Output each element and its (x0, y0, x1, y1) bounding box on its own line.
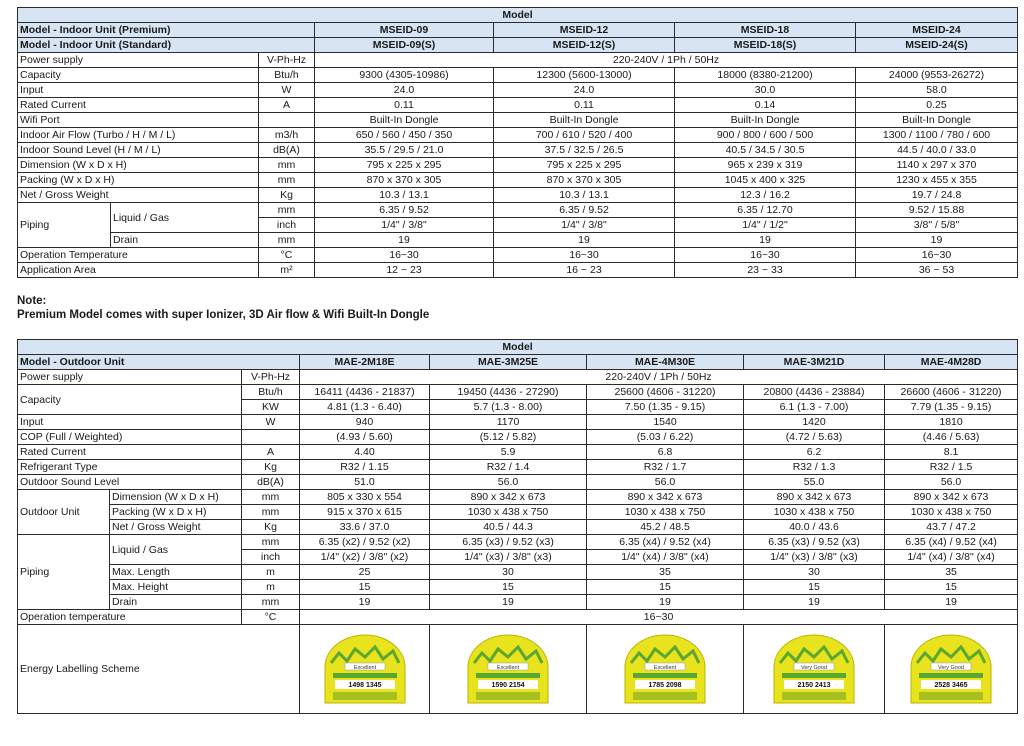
energy-label-cell (300, 625, 430, 714)
value: 15 (300, 580, 430, 595)
green-band (333, 673, 397, 678)
outdoor-unit-label: Outdoor Unit (18, 490, 110, 535)
value: 915 x 370 x 615 (300, 505, 430, 520)
unit (259, 113, 315, 128)
power-row (18, 53, 1018, 68)
value: 19 (300, 595, 430, 610)
unit: V-Ph-Hz (242, 370, 300, 385)
rating-text: Very Good (938, 665, 965, 671)
model-name: MSEID-09 (315, 23, 494, 38)
value: 1170 (430, 415, 587, 430)
value: 795 x 225 x 295 (315, 158, 494, 173)
value: 15 (587, 580, 744, 595)
value: 12.3 / 16.2 (675, 188, 856, 203)
table-row (18, 158, 1018, 173)
value: 16~30 (300, 610, 1018, 625)
unit: dB(A) (242, 475, 300, 490)
row-label: Drain (111, 233, 259, 248)
value: 0.14 (675, 98, 856, 113)
value: 6.35 (x4) / 9.52 (x4) (885, 535, 1018, 550)
table-row (18, 445, 1018, 460)
value: 19.7 / 24.8 (856, 188, 1018, 203)
row-label: Max. Length (110, 565, 242, 580)
value: 45.2 / 48.5 (587, 520, 744, 535)
value: 9.52 / 15.88 (856, 203, 1018, 218)
value: (5.03 / 6.22) (587, 430, 744, 445)
piping-mm-row (18, 535, 1018, 550)
drain-row (18, 233, 1018, 248)
value: 7.50 (1.35 - 9.15) (587, 400, 744, 415)
bottom-band (333, 692, 397, 700)
value: 19 (587, 595, 744, 610)
energy-label (766, 633, 862, 705)
value: 220-240V / 1Ph / 50Hz (300, 370, 1018, 385)
premium-label: Model - Indoor Unit (Premium) (18, 23, 315, 38)
value: R32 / 1.3 (744, 460, 885, 475)
value: Built-In Dongle (494, 113, 675, 128)
energy-label (317, 633, 413, 705)
value: 5.7 (1.3 - 8.00) (430, 400, 587, 415)
energy-label-icon (460, 633, 556, 705)
rating-text: Excellent (353, 665, 376, 671)
value: 220-240V / 1Ph / 50Hz (315, 53, 1018, 68)
unit: inch (242, 550, 300, 565)
unit (242, 430, 300, 445)
value: 40.5 / 44.3 (430, 520, 587, 535)
value: 30 (744, 565, 885, 580)
value: 965 x 239 x 319 (675, 158, 856, 173)
unit: mm (259, 158, 315, 173)
model-name: MSEID-12 (494, 23, 675, 38)
unit: mm (242, 490, 300, 505)
value: 0.25 (856, 98, 1018, 113)
green-band (919, 673, 983, 678)
energy-label-icon (317, 633, 413, 705)
unit: m² (259, 263, 315, 278)
table-row (18, 595, 1018, 610)
value: 43.7 / 47.2 (885, 520, 1018, 535)
value: 19 (315, 233, 494, 248)
unit: KW (242, 400, 300, 415)
unit: mm (242, 595, 300, 610)
value: 6.35 (x3) / 9.52 (x3) (744, 535, 885, 550)
unit: Kg (242, 520, 300, 535)
value: 6.35 (x2) / 9.52 (x2) (300, 535, 430, 550)
value: 55.0 (744, 475, 885, 490)
value: 1/4" / 3/8" (315, 218, 494, 233)
value: 15 (744, 580, 885, 595)
value: 35 (587, 565, 744, 580)
outdoor-model-row (18, 355, 1018, 370)
value: 890 x 342 x 673 (430, 490, 587, 505)
value: 56.0 (587, 475, 744, 490)
green-band (476, 673, 540, 678)
unit: A (259, 98, 315, 113)
row-label: Net / Gross Weight (18, 188, 259, 203)
value: 1230 x 455 x 355 (856, 173, 1018, 188)
value: 700 / 610 / 520 / 400 (494, 128, 675, 143)
table-row (18, 98, 1018, 113)
row-label: COP (Full / Weighted) (18, 430, 242, 445)
value: R32 / 1.5 (885, 460, 1018, 475)
value: R32 / 1.7 (587, 460, 744, 475)
value: 1/4" / 3/8" (494, 218, 675, 233)
figures-text: 1498 1345 (347, 682, 382, 689)
header-row (18, 8, 1018, 23)
bottom-band (782, 692, 846, 700)
capacity-btu-row (18, 385, 1018, 400)
value: 30 (430, 565, 587, 580)
value: 23 ~ 33 (675, 263, 856, 278)
value: 19 (675, 233, 856, 248)
value: 940 (300, 415, 430, 430)
value: 900 / 800 / 600 / 500 (675, 128, 856, 143)
figures-text: 1785 2098 (648, 682, 682, 689)
energy-label (460, 633, 556, 705)
value: 19 (744, 595, 885, 610)
energy-label-cell (430, 625, 587, 714)
value: 1030 x 438 x 750 (744, 505, 885, 520)
row-label: Refrigerant Type (18, 460, 242, 475)
table-row (18, 83, 1018, 98)
value: (4.93 / 5.60) (300, 430, 430, 445)
value: 1810 (885, 415, 1018, 430)
table-row (18, 415, 1018, 430)
value: 1540 (587, 415, 744, 430)
value: 33.6 / 37.0 (300, 520, 430, 535)
value: 6.1 (1.3 - 7.00) (744, 400, 885, 415)
value: 890 x 342 x 673 (885, 490, 1018, 505)
model-name: MAE-4M30E (587, 355, 744, 370)
value: 19 (856, 233, 1018, 248)
outdoor-unit-spec-table (17, 339, 1018, 714)
value: 19 (430, 595, 587, 610)
value: 19 (885, 595, 1018, 610)
row-label: Drain (110, 595, 242, 610)
note-title: Note: (17, 295, 47, 307)
unit: mm (242, 535, 300, 550)
value: 19 (494, 233, 675, 248)
premium-row (18, 23, 1018, 38)
table-row (18, 430, 1018, 445)
rating-text: Very Good (801, 665, 827, 671)
row-label: Capacity (18, 68, 259, 83)
value: 12 ~ 23 (315, 263, 494, 278)
value: 16 ~ 23 (494, 263, 675, 278)
power-row (18, 370, 1018, 385)
value: 1/4" (x3) / 3/8" (x3) (430, 550, 587, 565)
value: (4.46 / 5.63) (885, 430, 1018, 445)
value: 1/4" (x3) / 3/8" (x3) (744, 550, 885, 565)
value: 40.5 / 34.5 / 30.5 (675, 143, 856, 158)
value: Built-In Dongle (856, 113, 1018, 128)
value: 26600 (4606 - 31220) (885, 385, 1018, 400)
value: 25 (300, 565, 430, 580)
outdoor-label: Model - Outdoor Unit (18, 355, 300, 370)
value: 6.35 / 9.52 (315, 203, 494, 218)
value: 12300 (5600-13000) (494, 68, 675, 83)
row-label: Operation temperature (18, 610, 242, 625)
energy-label-cell (885, 625, 1018, 714)
row-label: Operation Temperature (18, 248, 259, 263)
row-label: Indoor Air Flow (Turbo / H / M / L) (18, 128, 259, 143)
value: 6.35 (x4) / 9.52 (x4) (587, 535, 744, 550)
value: 1030 x 438 x 750 (587, 505, 744, 520)
value: 1/4" (x2) / 3/8" (x2) (300, 550, 430, 565)
value: 0.11 (494, 98, 675, 113)
piping-label: Piping (18, 535, 110, 610)
value: 805 x 330 x 554 (300, 490, 430, 505)
value: 15 (885, 580, 1018, 595)
value: 44.5 / 40.0 / 33.0 (856, 143, 1018, 158)
unit: °C (242, 610, 300, 625)
value: 16~30 (315, 248, 494, 263)
table-row (18, 248, 1018, 263)
unit: mm (259, 203, 315, 218)
table-row (18, 565, 1018, 580)
value: Built-In Dongle (315, 113, 494, 128)
value: 0.11 (315, 98, 494, 113)
row-label: Rated Current (18, 98, 259, 113)
unit: Kg (259, 188, 315, 203)
outdoor-unit-row (18, 505, 1018, 520)
value: 16~30 (856, 248, 1018, 263)
value: 1140 x 297 x 370 (856, 158, 1018, 173)
standard-row (18, 38, 1018, 53)
standard-label: Model - Indoor Unit (Standard) (18, 38, 315, 53)
energy-label-icon (903, 633, 999, 705)
figures-text: 1590 2154 (491, 682, 525, 689)
row-label: Indoor Sound Level (H / M / L) (18, 143, 259, 158)
value: 37.5 / 32.5 / 26.5 (494, 143, 675, 158)
value: 6.35 (x3) / 9.52 (x3) (430, 535, 587, 550)
model-name: MAE-3M21D (744, 355, 885, 370)
model-header: Model (18, 340, 1018, 355)
value: 6.35 / 12.70 (675, 203, 856, 218)
unit: Btu/h (259, 68, 315, 83)
value: 4.81 (1.3 - 6.40) (300, 400, 430, 415)
value: 36 ~ 53 (856, 263, 1018, 278)
row-label: Outdoor Sound Level (18, 475, 242, 490)
value: 1/4" (x4) / 3/8" (x4) (885, 550, 1018, 565)
unit: inch (259, 218, 315, 233)
value: 30.0 (675, 83, 856, 98)
value: 870 x 370 x 305 (494, 173, 675, 188)
value: 1420 (744, 415, 885, 430)
value: 650 / 560 / 450 / 350 (315, 128, 494, 143)
rating-text: Excellent (653, 665, 677, 671)
figures-text: 2528 3465 (934, 682, 968, 689)
unit: m (242, 565, 300, 580)
value: 890 x 342 x 673 (744, 490, 885, 505)
model-name: MSEID-24(S) (856, 38, 1018, 53)
piping-label: Piping (18, 203, 111, 248)
value: 890 x 342 x 673 (587, 490, 744, 505)
table-row (18, 263, 1018, 278)
value: 1300 / 1100 / 780 / 600 (856, 128, 1018, 143)
value: (4.72 / 5.63) (744, 430, 885, 445)
value: 9300 (4305-10986) (315, 68, 494, 83)
energy-label (617, 633, 713, 705)
value: 7.79 (1.35 - 9.15) (885, 400, 1018, 415)
unit: mm (259, 173, 315, 188)
row-label: Packing (W x D x H) (18, 173, 259, 188)
energy-label (903, 633, 999, 705)
value: 10.3 / 13.1 (494, 188, 675, 203)
unit: m (242, 580, 300, 595)
unit: m3/h (259, 128, 315, 143)
value: 16411 (4436 - 21837) (300, 385, 430, 400)
value: 24.0 (315, 83, 494, 98)
model-name: MSEID-18 (675, 23, 856, 38)
value: 25600 (4606 - 31220) (587, 385, 744, 400)
value: 5.9 (430, 445, 587, 460)
indoor-unit-spec-table (17, 7, 1018, 278)
value: 56.0 (885, 475, 1018, 490)
energy-label-cell (587, 625, 744, 714)
row-label: Capacity (18, 385, 242, 415)
row-label: Dimension (W x D x H) (18, 158, 259, 173)
note (17, 294, 429, 322)
table-row (18, 188, 1018, 203)
table-row (18, 460, 1018, 475)
value: 16~30 (675, 248, 856, 263)
row-label: Max. Height (110, 580, 242, 595)
liquid-gas-label: Liquid / Gas (111, 203, 259, 233)
value: 40.0 / 43.6 (744, 520, 885, 535)
op-temp-row (18, 610, 1018, 625)
liquid-gas-label: Liquid / Gas (110, 535, 242, 565)
note-text: Premium Model comes with super Ionizer, 3D Air flow & Wifi Built-In Dongle (17, 309, 430, 321)
model-name: MAE-2M18E (300, 355, 430, 370)
table-row (18, 68, 1018, 83)
unit: Kg (242, 460, 300, 475)
table-row (18, 173, 1018, 188)
value: 16~30 (494, 248, 675, 263)
energy-label-text: Energy Labelling Scheme (18, 625, 300, 714)
row-label: Net / Gross Weight (110, 520, 242, 535)
value: 795 x 225 x 295 (494, 158, 675, 173)
value: 24000 (9553-26272) (856, 68, 1018, 83)
unit: °C (259, 248, 315, 263)
value: 19450 (4436 - 27290) (430, 385, 587, 400)
value: 51.0 (300, 475, 430, 490)
energy-label-icon (766, 633, 862, 705)
rating-text: Excellent (496, 665, 520, 671)
unit: A (242, 445, 300, 460)
bottom-band (919, 692, 983, 700)
value: 4.40 (300, 445, 430, 460)
unit: W (242, 415, 300, 430)
table-row (18, 475, 1018, 490)
unit: Btu/h (242, 385, 300, 400)
row-label: Power supply (18, 53, 259, 68)
value: 10.3 / 13.1 (315, 188, 494, 203)
value: 3/8" / 5/8" (856, 218, 1018, 233)
outdoor-unit-row (18, 520, 1018, 535)
value: 35 (885, 565, 1018, 580)
model-name: MAE-4M28D (885, 355, 1018, 370)
value: R32 / 1.4 (430, 460, 587, 475)
piping-mm-row (18, 203, 1018, 218)
value: 6.2 (744, 445, 885, 460)
model-name: MSEID-09(S) (315, 38, 494, 53)
row-label: Input (18, 83, 259, 98)
bottom-band (476, 692, 540, 700)
value: 56.0 (430, 475, 587, 490)
green-band (633, 673, 697, 678)
unit: dB(A) (259, 143, 315, 158)
value: 1030 x 438 x 750 (885, 505, 1018, 520)
value: 1045 x 400 x 325 (675, 173, 856, 188)
value: (5.12 / 5.82) (430, 430, 587, 445)
model-name: MSEID-12(S) (494, 38, 675, 53)
row-label: Input (18, 415, 242, 430)
unit: V-Ph-Hz (259, 53, 315, 68)
value: 15 (430, 580, 587, 595)
value: 58.0 (856, 83, 1018, 98)
outdoor-unit-row (18, 490, 1018, 505)
model-name: MSEID-24 (856, 23, 1018, 38)
bottom-band (633, 692, 697, 700)
value: 870 x 370 x 305 (315, 173, 494, 188)
value: Built-In Dongle (675, 113, 856, 128)
value: 8.1 (885, 445, 1018, 460)
table-row (18, 580, 1018, 595)
value: 20800 (4436 - 23884) (744, 385, 885, 400)
value: 35.5 / 29.5 / 21.0 (315, 143, 494, 158)
row-label: Wifi Port (18, 113, 259, 128)
energy-row (18, 625, 1018, 714)
header-row (18, 340, 1018, 355)
value: 18000 (8380-21200) (675, 68, 856, 83)
green-band (782, 673, 846, 678)
unit: mm (259, 233, 315, 248)
value: 1/4" (x4) / 3/8" (x4) (587, 550, 744, 565)
value: R32 / 1.15 (300, 460, 430, 475)
table-row (18, 143, 1018, 158)
row-label: Rated Current (18, 445, 242, 460)
row-label: Packing (W x D x H) (110, 505, 242, 520)
energy-label-cell (744, 625, 885, 714)
table-row (18, 128, 1018, 143)
table-row (18, 113, 1018, 128)
value: 1/4" / 1/2" (675, 218, 856, 233)
unit: W (259, 83, 315, 98)
energy-label-icon (617, 633, 713, 705)
value: 1030 x 438 x 750 (430, 505, 587, 520)
model-name: MSEID-18(S) (675, 38, 856, 53)
row-label: Application Area (18, 263, 259, 278)
value: 6.35 / 9.52 (494, 203, 675, 218)
value: 6.8 (587, 445, 744, 460)
model-header: Model (18, 8, 1018, 23)
value: 24.0 (494, 83, 675, 98)
figures-text: 2150 2413 (797, 682, 831, 689)
unit: mm (242, 505, 300, 520)
model-name: MAE-3M25E (430, 355, 587, 370)
row-label: Power supply (18, 370, 242, 385)
row-label: Dimension (W x D x H) (110, 490, 242, 505)
